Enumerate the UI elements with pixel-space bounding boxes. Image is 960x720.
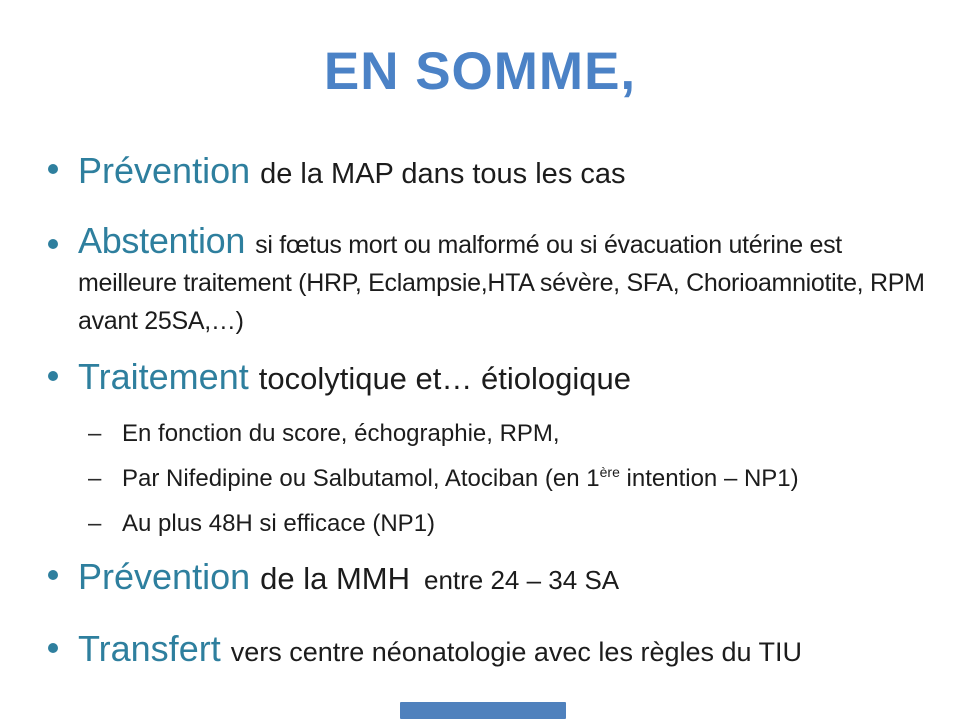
bullet-body-tail: entre 24 – 34 SA [423,564,620,595]
sub-bullet-text: Au plus 48H si efficace (NP1) [122,509,436,537]
dash-icon: – [88,464,102,492]
bottom-accent-bar [400,702,566,719]
bullet-prevention-map [0,147,960,198]
dash-icon: – [88,419,102,447]
bullet-text [78,147,936,198]
bullet-body: de la MAP dans tous les cas [260,157,626,190]
sub-bullet-list [0,418,960,540]
bullet-prevention-mmh [0,553,960,604]
bullet-text [78,219,936,340]
bullet-keyword: Prévention [78,149,251,191]
bullet-keyword: Transfert [78,627,221,669]
bullet-keyword: Traitement [78,355,249,397]
sub-bullet-text: Par Nifedipine ou Salbutamol, Atociban (en 1ère intention – NP1) [122,463,799,492]
bullet-text [78,553,936,604]
bullet-body: tocolytique et… étiologique [258,360,631,396]
bullet-abstention [0,219,960,340]
superscript-ere: ère [599,463,620,480]
bullet-text [78,354,936,402]
sub-bullet-nifedipine [0,463,960,495]
bullet-dot-icon [48,570,58,580]
sub-bullet-48h [0,508,960,540]
bullet-dot-icon [48,164,58,174]
bullet-list [0,147,960,675]
bullet-transfert [0,626,960,675]
bullet-dot-icon [48,643,58,653]
bullet-body: de la MMH [260,560,410,596]
bullet-keyword: Prévention [78,555,251,597]
bullet-body: vers centre néonatologie avec les règles du TIU [230,636,803,667]
sub-bullet-text: En fonction du score, échographie, RPM, [122,419,560,447]
bullet-dot-icon [48,239,58,249]
sub-bullet-score [0,418,960,450]
bullet-keyword: Abstention [78,219,246,261]
bullet-body: si fœtus mort ou malformé ou si évacuation utérine est meilleure traitement (HRP, Eclampsie,HTA sévère, SFA, Chorioamniotite, RPM avant 25SA,…) [78,230,925,335]
dash-icon: – [88,509,102,537]
bullet-traitement [0,354,960,402]
bullet-dot-icon [48,371,58,381]
bullet-text [78,626,936,675]
slide-title: EN SOMME, [323,42,637,101]
